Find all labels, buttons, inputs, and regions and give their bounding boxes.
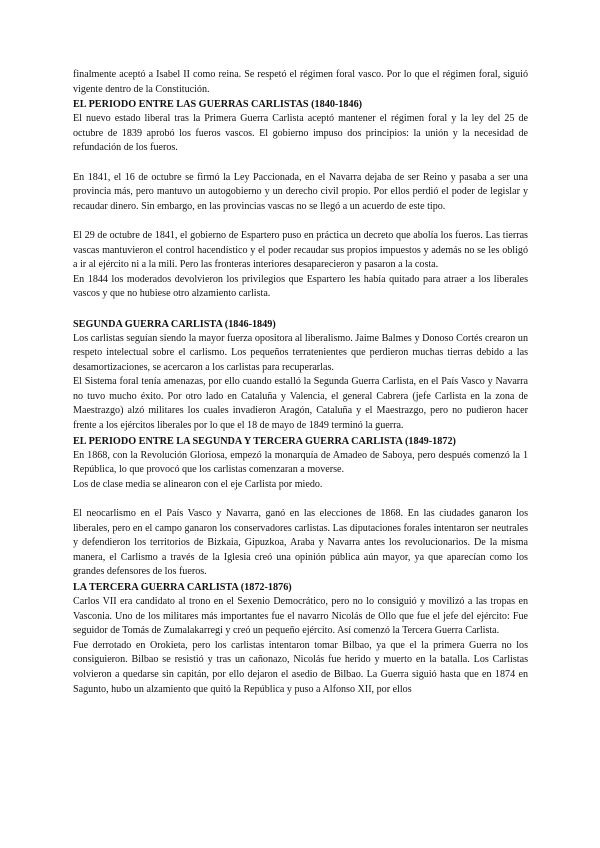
section-heading-third-carlist-war: LA TERCERA GUERRA CARLISTA (1872-1876): [73, 582, 292, 593]
section-heading-second-carlist-war: SEGUNDA GUERRA CARLISTA (1846-1849): [73, 318, 276, 330]
document-body: [73, 68, 528, 697]
spacer: [73, 214, 528, 229]
paragraph: Los de clase media se alinearon con el eje Carlista por miedo.: [73, 478, 323, 490]
paragraph: Carlos VII era candidato al trono en el Sexenio Democrático, pero no lo consiguió y movilizó a las tropas en Vasconia. Uno de los militares más importantes fue el navarro Nicolás de Ollo que fue el jefe del ejército: Fue seguidor de Tomás de Zumalakarregi y creó un pequeño ejército. Así comenzó la Tercera Guerra Carlista.: [73, 596, 528, 637]
paragraph: El Sistema foral tenía amenazas, por ello cuando estalló la Segunda Guerra Carlista, en el País Vasco y Navarra no tuvo mucho éxito. Por otro lado en Cataluña y Valencia, el general Cabrera (jefe Carlista en la zona de Maestrazgo) alzó militares los cuales invadieron Aragón, Cataluña y el Maestrazgo, pero no pudieron hacer frente a los ejércitos liberales por lo que el 18 de mayo de 1849 terminó la guerra.: [73, 376, 528, 432]
paragraph: Los carlistas seguían siendo la mayor fuerza opositora al liberalismo. Jaime Balmes y Donoso Cortés crearon un respeto intelectual sobre el carlismo. Los pequeños terratenientes que perdieron muchas tierras debido a las desamortizaciones, se acercaron a los carlistas para recuperarlas.: [73, 332, 528, 373]
paragraph: En 1844 los moderados devolvieron los privilegios que Espartero les había quitado para atraer a los liberales vascos y que no hubiese otro alzamiento carlista.: [73, 273, 528, 300]
section-heading-1840-1846: EL PERIODO ENTRE LAS GUERRAS CARLISTAS (1840-1846): [73, 99, 363, 111]
paragraph: El nuevo estado liberal tras la Primera Guerra Carlista aceptó mantener el régimen foral y la ley del 25 de octubre de 1839 aprobó los fueros vascos. El gobierno impuso dos principios: la unión y la necesidad de refundación de los fueros.: [73, 113, 528, 154]
paragraph: Fue derrotado en Orokieta, pero los carlistas intentaron tomar Bilbao, ya que el la primera Guerra no los consiguieron. Bilbao se resistió y tras un cañonazo, Nicolás fue herido y muerto en la batalla. Los Carlistas volvieron a quedarse sin capitán, por ello dejaron el asedio de Bilbao. La Guerra siguió hasta que en 1874 en Sagunto, hubo un alzamiento que quitó la República y puso a Alfonso XII, por ellos: [73, 639, 528, 695]
paragraph: El neocarlismo en el País Vasco y Navarra, ganó en las elecciones de 1868. En las ciudades ganaron los liberales, pero en el campo ganaron los conservadores carlistas. Las diputaciones forales intentaron ser neutrales y defendieron los territorios de Bizkaia, Gipuzkoa, Araba y Navarra antes los revolucionarios. De la misma manera, el Carlismo a través de la Iglesia creó una opinión pública aún mayor, ya que aparecían como los grandes defensores de los fueros.: [73, 508, 528, 578]
spacer: [73, 156, 528, 171]
paragraph-intro: finalmente aceptó a Isabel II como reina. Se respetó el régimen foral vasco. Por lo que el régimen foral, siguió vigente dentro de la Constitución.: [73, 69, 528, 95]
spacer: [73, 492, 528, 507]
section-heading-1849-1872: EL PERIODO ENTRE LA SEGUNDA Y TERCERA GUERRA CARLISTA (1849-1872): [73, 435, 456, 447]
paragraph: En 1868, con la Revolución Gloriosa, empezó la monarquía de Amadeo de Saboya, pero después comenzó la 1 República, lo que provocó que los carlistas comenzaran a moverse.: [73, 449, 528, 476]
paragraph: En 1841, el 16 de octubre se firmó la Ley Paccionada, en el Navarra dejaba de ser Reino y pasaba a ser una provincia más, pero mantuvo un autogobierno y un derecho civil propio. Por ellos perdió el poder de legislar y recaudar dinero. Sin embargo, en las provincias vascas no se llegó a un acuerdo de este tipo.: [73, 171, 528, 212]
paragraph: El 29 de octubre de 1841, el gobierno de Espartero puso en práctica un decreto que abolía los fueros. Las tierras vascas mantuvieron el control hacendístico y el poder recaudar sus propios impuestos y además no se les obligó a ir al ejército ni a la mili. Pero las fronteras interiores desaparecieron y pasaron a la costa.: [73, 229, 528, 271]
spacer: [73, 302, 528, 317]
